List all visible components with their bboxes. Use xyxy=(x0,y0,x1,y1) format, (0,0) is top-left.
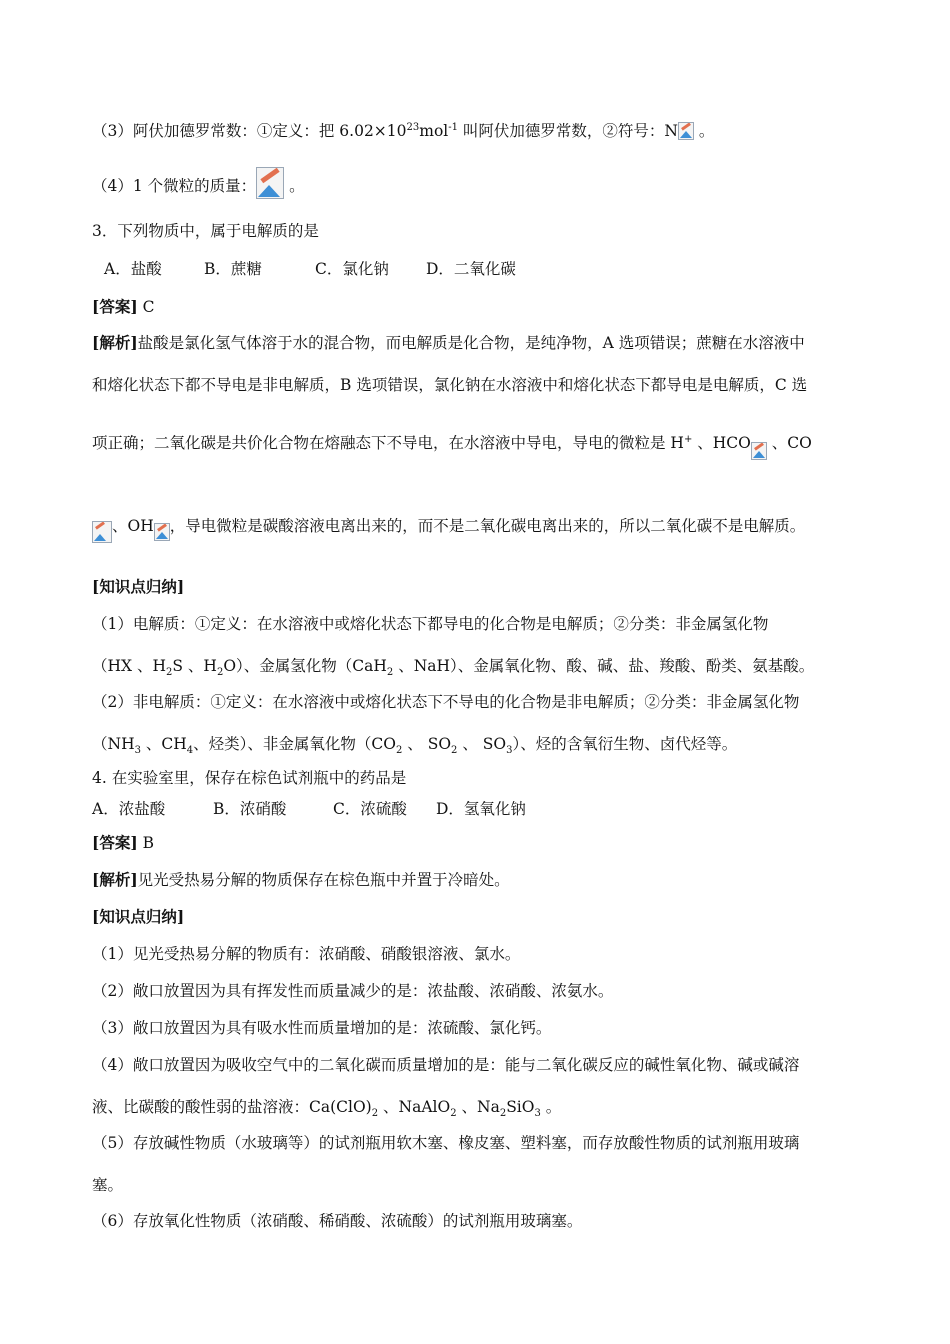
subscript: 2 xyxy=(395,745,403,757)
analysis-text: 见光受热易分解的物质保存在棕色瓶中并置于冷暗处。 xyxy=(137,871,510,889)
particle-mass-text: （4）1 个微粒的质量： xyxy=(92,177,257,195)
question-4-analysis xyxy=(92,870,510,890)
question-4-answer xyxy=(92,833,154,853)
answer-value: C xyxy=(137,298,155,316)
subscript: 2 xyxy=(450,1108,457,1120)
subscript: 2 xyxy=(371,1108,379,1120)
analysis-text: 项正确；二氧化碳是共价化合物在熔融态下不导电，在水溶液中导电，导电的微粒是 H xyxy=(92,434,684,452)
subscript: 3 xyxy=(506,745,513,757)
subscript: 3 xyxy=(134,745,141,757)
question-4-options xyxy=(92,799,526,819)
unit-exponent: -1 xyxy=(448,121,458,133)
broken-image-icon xyxy=(678,122,694,140)
question-3-stem: 3．下列物质中，属于电解质的是 xyxy=(92,222,319,240)
broken-image-icon xyxy=(256,167,284,199)
summary-item-4-continued xyxy=(92,1097,562,1120)
broken-image-icon xyxy=(154,523,170,541)
question-4-stem: 4. 在实验室里，保存在棕色试剂瓶中的药品是 xyxy=(92,769,407,787)
answer-tag: [答案] xyxy=(92,833,138,852)
summary-item-4: （4）敞口放置因为吸收空气中的二氧化碳而质量增加的是：能与二氧化碳反应的碱性氧化物、碱或碱溶 xyxy=(92,1056,800,1074)
option-b: B．浓硝酸 xyxy=(213,800,287,818)
question-3-analysis-line-3 xyxy=(92,433,812,460)
broken-image-icon xyxy=(92,521,112,543)
question-3-options xyxy=(104,259,516,279)
question-3-analysis-line-2: 和熔化状态下都不导电是非电解质，B 选项错误，氯化钠在水溶液中和熔化状态下都导电是电解质，C 选 xyxy=(92,376,808,394)
subscript: 3 xyxy=(534,1108,541,1120)
analysis-tag: [解析] xyxy=(92,870,138,889)
subscript: 2 xyxy=(451,745,458,757)
question-3-summary-tag: [知识点归纳] xyxy=(92,577,185,596)
summary-nonelectrolyte-examples xyxy=(92,734,738,757)
formula-text: 、 SO xyxy=(457,735,507,753)
option-a: A．浓盐酸 xyxy=(92,800,166,818)
subscript: 2 xyxy=(386,667,394,679)
formula-text: SiO xyxy=(506,1098,535,1116)
formula-text: O）、金属氢化物（CaH xyxy=(223,657,387,675)
subscript: 2 xyxy=(166,667,173,679)
ion-text: 、HCO xyxy=(692,434,751,452)
question-3-analysis-line-1 xyxy=(92,333,805,353)
question-3-analysis-line-4 xyxy=(92,516,805,543)
formula-text: （HX 、H xyxy=(92,657,166,675)
punctuation: 。 xyxy=(284,177,305,195)
question-4-summary-tag: [知识点归纳] xyxy=(92,907,185,926)
summary-nonelectrolyte: （2）非电解质：①定义：在水溶液中或熔化状态下不导电的化合物是非电解质；②分类：非金属氢化物 xyxy=(92,693,800,711)
particle-mass-line xyxy=(92,167,305,199)
summary-item-5: （5）存放碱性物质（水玻璃等）的试剂瓶用软木塞、橡皮塞、塑料塞，而存放酸性物质的试剂瓶用玻璃 xyxy=(92,1134,800,1152)
option-a: A．盐酸 xyxy=(104,260,162,278)
avogadro-definition-text: （3）阿伏加德罗常数：①定义：把 6.02×10 xyxy=(92,122,407,140)
summary-electrolyte-examples xyxy=(92,656,815,679)
ion-text: 、OH xyxy=(112,517,154,535)
formula-text: ）、烃的含氧衍生物、卤代烃等。 xyxy=(512,735,738,753)
option-d: D．二氧化碳 xyxy=(426,260,516,278)
subscript: 2 xyxy=(499,1108,507,1120)
unit-text: mol xyxy=(419,122,449,140)
formula-text: 液、比碳酸的酸性弱的盐溶液：Ca(ClO) xyxy=(92,1098,372,1116)
question-3-answer xyxy=(92,297,154,317)
formula-text: 、烃类）、非金属氧化物（CO xyxy=(193,735,396,753)
option-b: B．蔗糖 xyxy=(204,260,262,278)
formula-text: 、NaH）、金属氧化物、酸、碱、盐、羧酸、酚类、氨基酸。 xyxy=(393,657,815,675)
ion-text: 、CO xyxy=(766,434,812,452)
formula-text: 、Na xyxy=(456,1098,500,1116)
answer-tag: [答案] xyxy=(92,297,138,316)
formula-text: 、NaAlO xyxy=(378,1098,451,1116)
option-c: C．浓硫酸 xyxy=(333,800,407,818)
charge-superscript: + xyxy=(683,433,693,445)
summary-item-2: （2）敞口放置因为具有挥发性而质量减少的是：浓盐酸、浓硝酸、浓氨水。 xyxy=(92,982,614,1000)
formula-text: 、CH xyxy=(140,735,187,753)
option-c: C．氯化钠 xyxy=(315,260,389,278)
summary-item-5-continued: 塞。 xyxy=(92,1176,124,1194)
summary-item-6: （6）存放氧化性物质（浓硝酸、稀硝酸、浓硫酸）的试剂瓶用玻璃塞。 xyxy=(92,1212,583,1230)
formula-text: S 、H xyxy=(172,657,217,675)
broken-image-icon xyxy=(751,442,767,460)
summary-electrolyte: （1）电解质：①定义：在水溶液中或熔化状态下都导电的化合物是电解质；②分类：非金属氢化物 xyxy=(92,615,769,633)
option-d: D．氢氧化钠 xyxy=(436,800,526,818)
answer-value: B xyxy=(137,834,154,852)
analysis-text: 盐酸是氯化氢气体溶于水的混合物，而电解质是化合物，是纯净物，A 选项错误；蔗糖在水溶液中 xyxy=(137,334,805,352)
formula-text: 。 xyxy=(540,1098,562,1116)
analysis-tag: [解析] xyxy=(92,333,138,352)
analysis-text: ，导电微粒是碳酸溶液电离出来的，而不是二氧化碳电离出来的，所以二氧化碳不是电解质。 xyxy=(169,517,806,535)
avogadro-symbol-text: 叫阿伏加德罗常数，②符号：N xyxy=(458,122,678,140)
subscript: 4 xyxy=(186,745,194,757)
summary-item-3: （3）敞口放置因为具有吸水性而质量增加的是：浓硫酸、氯化钙。 xyxy=(92,1019,552,1037)
formula-text: （NH xyxy=(92,735,135,753)
subscript: 2 xyxy=(216,667,224,679)
exponent: 23 xyxy=(406,121,420,133)
summary-item-1: （1）见光受热易分解的物质有：浓硝酸、硝酸银溶液、氯水。 xyxy=(92,945,521,963)
punctuation: 。 xyxy=(694,122,715,140)
formula-text: 、 SO xyxy=(402,735,452,753)
avogadro-line xyxy=(92,121,714,141)
